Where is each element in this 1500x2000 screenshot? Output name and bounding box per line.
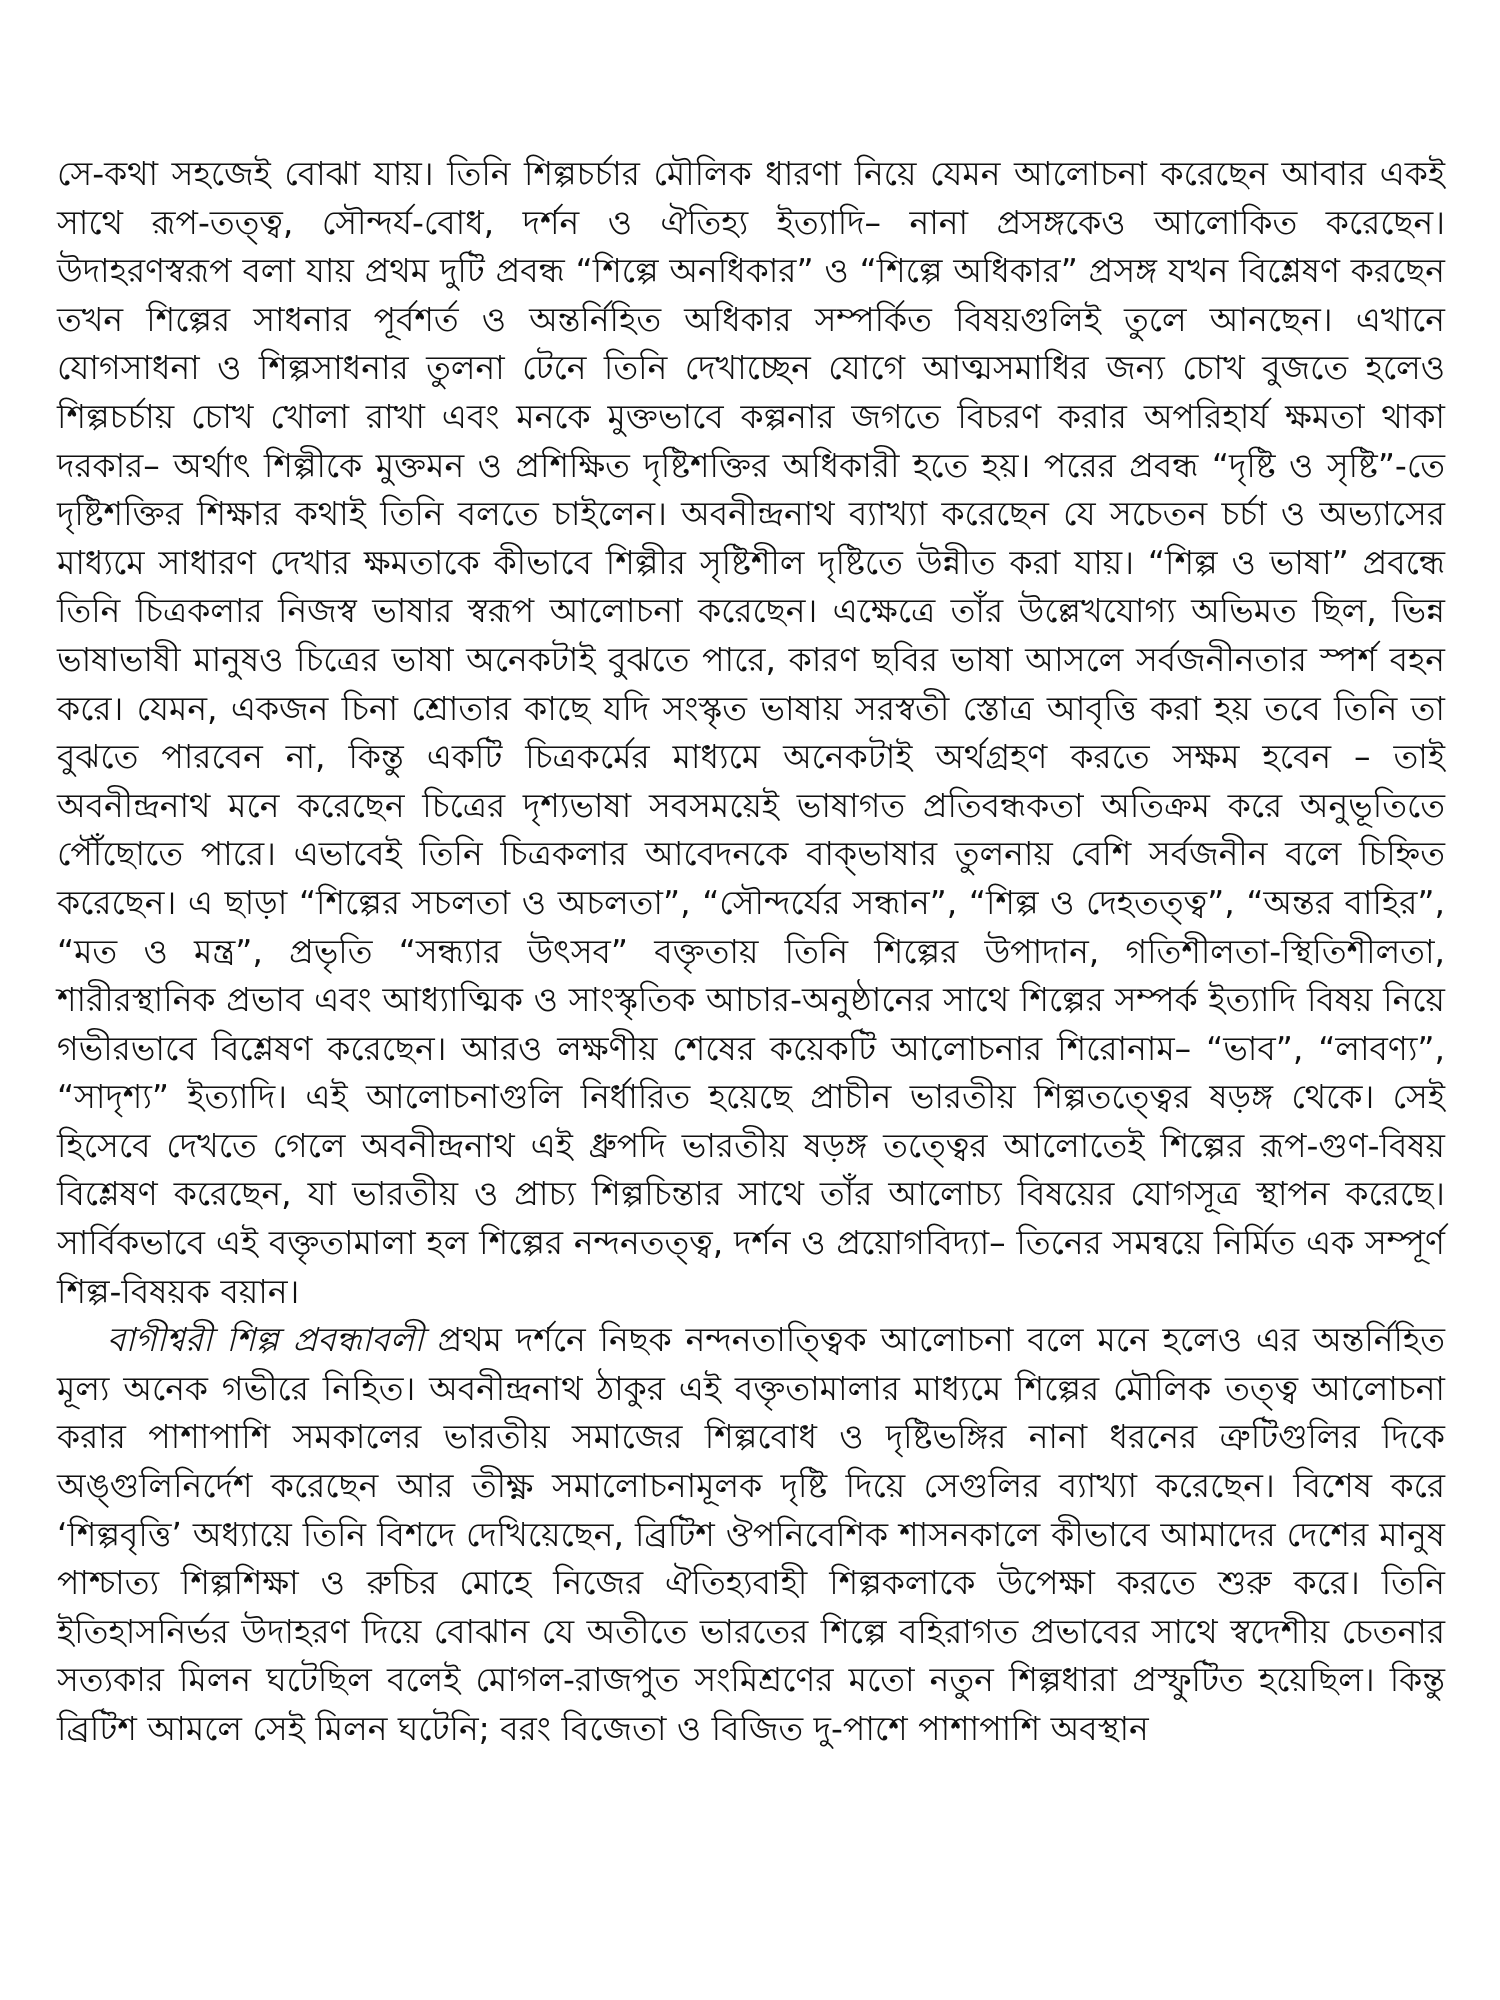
paragraph-1: সে-কথা সহজেই বোঝা যায়। তিনি শিল্পচর্চার মৌলিক ধারণা নিয়ে যেমন আলোচনা করেছেন আবার একই সাথে রূপ-তত্ত্ব, সৌন্দর্য-বোধ, দর্শন ও ঐতিহ্য ইত্যাদি– নানা প্রসঙ্গকেও আলোকিত করেছেন। উদাহরণস্বরূপ বলা যায় প্রথম দুটি প্রবন্ধ “শিল্পে অনধিকার” ও “শিল্পে অধিকার” প্রসঙ্গ যখন বিশ্লেষণ করছেন তখন শিল্পের সাধনার পূর্বশর্ত ও অন্তর্নিহিত অধিকার সম্পর্কিত বিষয়গুলিই তুলে আনছেন। এখানে যোগসাধনা ও শিল্পসাধনার তুলনা টেনে তিনি দেখাচ্ছেন যোগে আত্মসমাধির জন্য চোখ বুজতে হলেও শিল্পচর্চায় চোখ খোলা রাখা এবং মনকে মুক্তভাবে কল্পনার জগতে বিচরণ করার অপরিহার্য ক্ষমতা থাকা দরকার– অর্থাৎ শিল্পীকে মুক্তমন ও প্রশিক্ষিত দৃষ্টিশক্তির অধিকারী হতে হয়। পরের প্রবন্ধ “দৃষ্টি ও সৃষ্টি”-তে দৃষ্টিশক্তির শিক্ষার কথাই তিনি বলতে চাইলেন। অবনীন্দ্রনাথ ব্যাখ্যা করেছেন যে সচেতন চর্চা ও অভ্যাসের মাধ্যমে সাধারণ দেখার ক্ষমতাকে কীভাবে শিল্পীর সৃষ্টিশীল দৃষ্টিতে উন্নীত করা যায়। “শিল্প ও ভাষা” প্রবন্ধে তিনি চিত্রকলার নিজস্ব ভাষার স্বরূপ আলোচনা করেছেন। এক্ষেত্রে তাঁর উল্লেখযোগ্য অভিমত ছিল, ভিন্ন ভাষাভাষী মানুষও চিত্রের ভাষা অনেকটাই বুঝতে পারে, কারণ ছবির ভাষা আসলে সর্বজনীনতার স্পর্শ বহন করে। যেমন, একজন চিনা শ্রোতার কাছে যদি সংস্কৃত ভাষায় সরস্বতী স্তোত্র আবৃত্তি করা হয় তবে তিনি তা বুঝতে পারবেন না, কিন্তু একটি চিত্রকর্মের মাধ্যমে অনেকটাই অর্থগ্রহণ করতে সক্ষম হবেন – তাই অবনীন্দ্রনাথ মনে করেছেন চিত্রের দৃশ্যভাষা সবসময়েই ভাষাগত প্রতিবন্ধকতা অতিক্রম করে অনুভূতিতে পৌঁছোতে পারে। এভাবেই তিনি চিত্রকলার আবেদনকে বাক্‌ভাষার তুলনায় বেশি সর্বজনীন বলে চিহ্নিত করেছেন। এ ছাড়া “শিল্পের সচলতা ও অচলতা”, “সৌন্দর্যের সন্ধান”, “শিল্প ও দেহতত্ত্ব”, “অন্তর বাহির”, “মত ও মন্ত্র”, প্রভৃতি “সন্ধ্যার উৎসব” বক্তৃতায় তিনি শিল্পের উপাদান, গতিশীলতা-স্থিতিশীলতা, শারীরস্থানিক প্রভাব এবং আধ্যাত্মিক ও সাংস্কৃতিক আচার-অনুষ্ঠানের সাথে শিল্পের সম্পর্ক ইত্যাদি বিষয় নিয়ে গভীরভাবে বিশ্লেষণ করেছেন। আরও লক্ষণীয় শেষের কয়েকটি আলোচনার শিরোনাম– “ভাব”, “লাবণ্য”, “সাদৃশ্য” ইত্যাদি। এই আলোচনাগুলি নির্ধারিত হয়েছে প্রাচীন ভারতীয় শিল্পতত্ত্বের ষড়ঙ্গ থেকে। সেই হিসেবে দেখতে গেলে অবনীন্দ্রনাথ এই ধ্রুপদি ভারতীয় ষড়ঙ্গ তত্ত্বের আলোতেই শিল্পের রূপ-গুণ-বিষয় বিশ্লেষণ করেছেন, যা ভারতীয় ও প্রাচ্য শিল্পচিন্তার সাথে তাঁর আলোচ্য বিষয়ের যোগসূত্র স্থাপন করেছে। সার্বিকভাবে এই বক্তৃতামালা হল শিল্পের নন্দনতত্ত্ব, দর্শন ও প্রয়োগবিদ্যা– তিনের সমন্বয়ে নির্মিত এক সম্পূর্ণ শিল্প-বিষয়ক বয়ান। (57, 154, 1445, 1311)
paragraph-2-text: প্রথম দর্শনে নিছক নন্দনতাত্ত্বিক আলোচনা বলে মনে হলেও এর অন্তর্নিহিত মূল্য অনেক গভীরে নিহিত। অবনীন্দ্রনাথ ঠাকুর এই বক্তৃতামালার মাধ্যমে শিল্পের মৌলিক তত্ত্ব আলোচনা করার পাশাপাশি সমকালের ভারতীয় সমাজের শিল্পবোধ ও দৃষ্টিভঙ্গির নানা ধরনের ত্রুটিগুলির দিকে অঙ্গুলিনির্দেশ করেছেন আর তীক্ষ্ণ সমালোচনামূলক দৃষ্টি দিয়ে সেগুলির ব্যাখ্যা করেছেন। বিশেষ করে ‘শিল্পবৃত্তি’ অধ্যায়ে তিনি বিশদে দেখিয়েছেন, ব্রিটিশ ঔপনিবেশিক শাসনকালে কীভাবে আমাদের দেশের মানুষ পাশ্চাত্য শিল্পশিক্ষা ও রুচির মোহে নিজের ঐতিহ্যবাহী শিল্পকলাকে উপেক্ষা করতে শুরু করে। তিনি ইতিহাসনির্ভর উদাহরণ দিয়ে বোঝান যে অতীতে ভারতের শিল্পে বহিরাগত প্রভাবের সাথে স্বদেশীয় চেতনার সত্যকার মিলন ঘটেছিল বলেই মোগল-রাজপুত সংমিশ্রণের মতো নতুন শিল্পধারা প্রস্ফুটিত হয়েছিল। কিন্তু ব্রিটিশ আমলে সেই মিলন ঘটেনি; বরং বিজেতা ও বিজিত দু-পাশে পাশাপাশি অবস্থান (57, 1320, 1445, 1748)
document-page (57, 150, 1445, 1754)
book-title: বাগীশ্বরী শিল্প প্রবন্ধাবলী (107, 1320, 424, 1360)
paragraph-2 (57, 1316, 1445, 1753)
